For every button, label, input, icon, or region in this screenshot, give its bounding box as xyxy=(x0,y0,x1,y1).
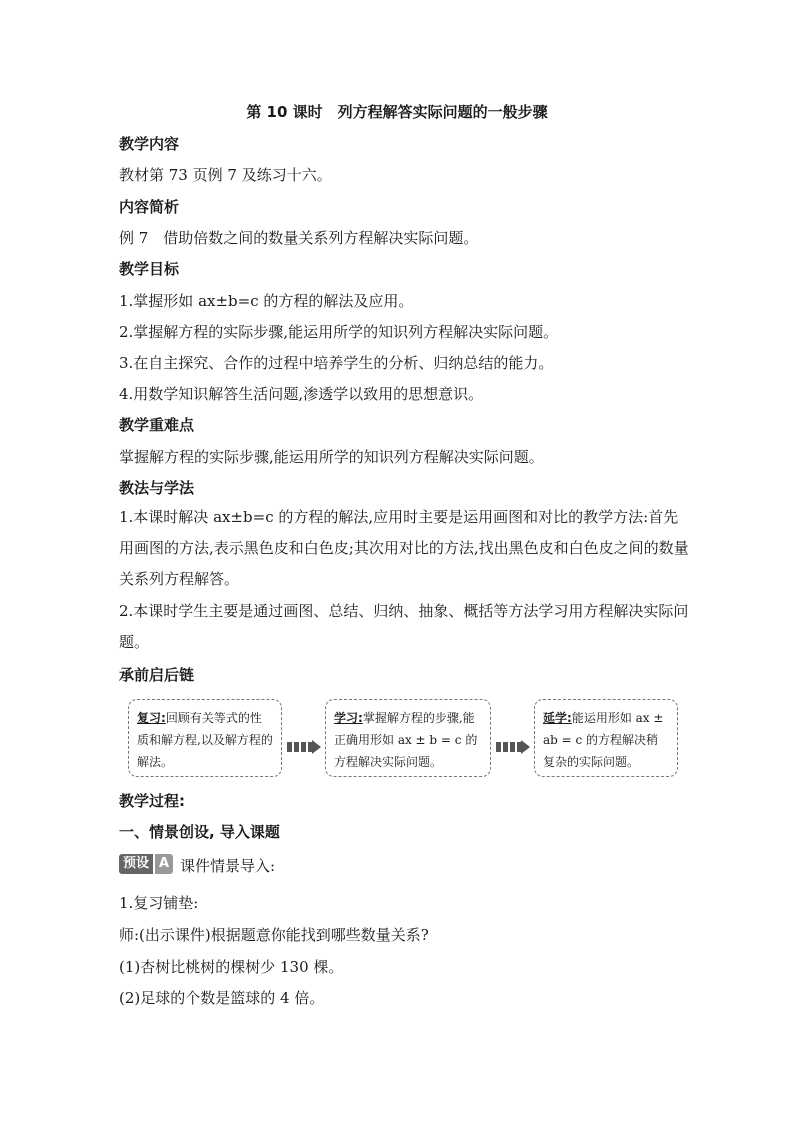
chain-box-text: 回顾有关等式的性质和解方程,以及解方程的解法。 xyxy=(137,711,273,769)
preset-badge xyxy=(119,854,173,874)
heading-key-points: 教学重难点 xyxy=(119,416,195,434)
chain-box-text: 掌握解方程的步骤,能正确用形如 ax ± b = c 的方程解决实际问题。 xyxy=(334,711,478,769)
chain-box-tag: 延学: xyxy=(543,711,572,725)
review-title: 1.复习铺垫: xyxy=(119,894,199,912)
chain-flow xyxy=(128,699,678,779)
heading-chain: 承前启后链 xyxy=(119,666,195,684)
goal-item: 1.掌握形如 ax±b=c 的方程的解法及应用。 xyxy=(119,292,414,310)
page-title: 第 10 课时 列方程解答实际问题的一般步骤 xyxy=(246,103,548,121)
chain-box-tag: 学习: xyxy=(334,711,363,725)
method-paragraph-2: 2.本课时学生主要是通过画图、总结、归纳、抽象、概括等方法学习用方程解决实际问题。 xyxy=(119,602,689,651)
goal-item: 2.掌握解方程的实际步骤,能运用所学的知识列方程解决实际问题。 xyxy=(119,323,559,341)
heading-goals: 教学目标 xyxy=(119,260,180,278)
chain-box-learn xyxy=(325,699,491,777)
method-paragraph-1: 1.本课时解决 ax±b=c 的方程的解法,应用时主要是运用画图和对比的教学方法:首先用画图的方法,表示黑色皮和白色皮;其次用对比的方法,找出黑色皮和白色皮之间的数量关系列方程解答。 xyxy=(119,508,689,588)
heading-method: 教法与学法 xyxy=(119,479,195,497)
goal-item: 4.用数学知识解答生活问题,渗透学以致用的思想意识。 xyxy=(119,385,484,403)
right-arrow-icon xyxy=(496,740,530,754)
preset-text: 课件情景导入: xyxy=(180,857,276,875)
key-points-text: 掌握解方程的实际步骤,能运用所学的知识列方程解决实际问题。 xyxy=(119,448,544,466)
chain-box-text: 能运用形如 ax ± ab = c 的方程解决稍复杂的实际问题。 xyxy=(543,711,664,769)
goal-item: 3.在自主探究、合作的过程中培养学生的分析、归纳总结的能力。 xyxy=(119,354,554,372)
review-question: 师:(出示课件)根据题意你能找到哪些数量关系? xyxy=(119,926,429,944)
heading-content: 教学内容 xyxy=(119,135,180,153)
review-item: (1)杏树比桃树的棵树少 130 棵。 xyxy=(119,958,344,976)
right-arrow-icon xyxy=(287,740,321,754)
preset-badge-label: 预设 xyxy=(119,854,153,874)
chain-box-tag: 复习: xyxy=(137,711,166,725)
heading-part-one: 一、情景创设, 导入课题 xyxy=(119,823,280,841)
heading-process: 教学过程: xyxy=(119,792,185,810)
chain-box-extend xyxy=(534,699,678,777)
content-text: 教材第 73 页例 7 及练习十六。 xyxy=(119,166,332,184)
chain-box-review xyxy=(128,699,282,777)
heading-analysis: 内容简析 xyxy=(119,198,180,216)
analysis-text: 例 7 借助倍数之间的数量关系列方程解决实际问题。 xyxy=(119,229,479,247)
review-item: (2)足球的个数是篮球的 4 倍。 xyxy=(119,989,325,1007)
preset-badge-letter: A xyxy=(155,854,173,874)
